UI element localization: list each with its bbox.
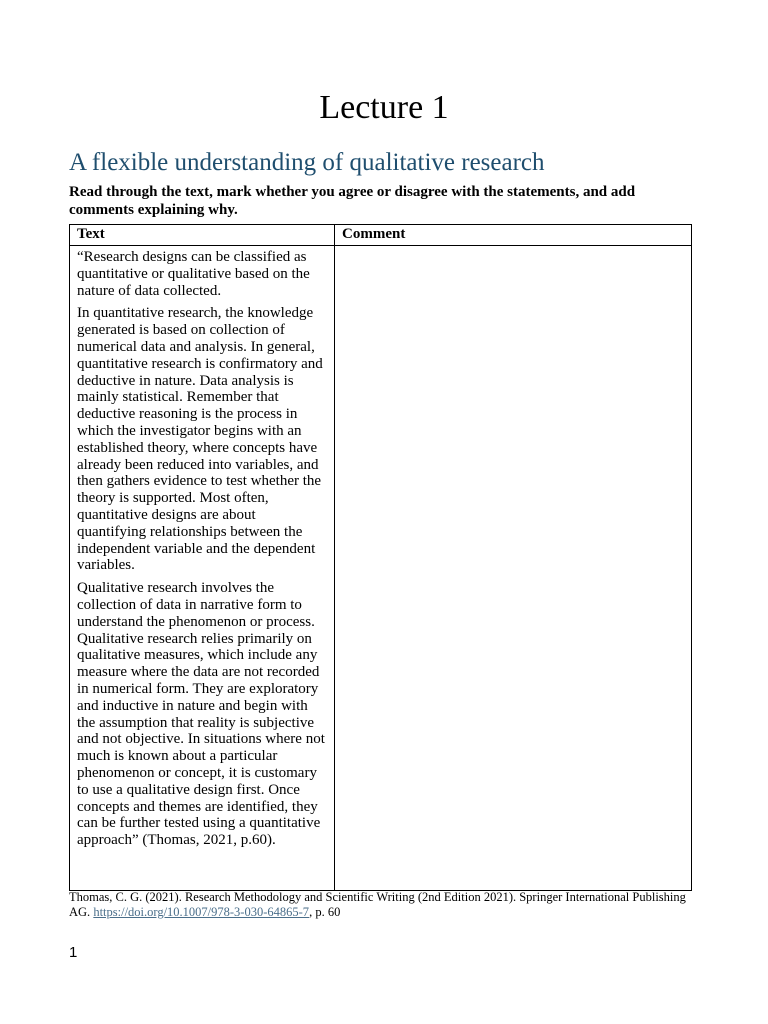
text-paragraph: “Research designs can be classified as quantitative or qualitative based on the nature of data collected. <box>77 249 310 299</box>
comment-cell[interactable] <box>335 246 692 891</box>
text-paragraph: Qualitative research involves the collection of data in narrative form to understand the phenomenon or process. Qualitative research relies primarily on qualitative measures, which include any measure where the data are not recorded in numerical form. They are exploratory and inductive in nature and begin with the assumption that reality is subjective and not objective. In situations where not much is known about a particular phenomenon or concept, it is customary to use a qualitative design first. Once concepts and themes are identified, they can be further tested using a quantitative approach” (Thomas, 2021, p.60). <box>77 580 325 849</box>
doi-link[interactable]: https://doi.org/10.1007/978-3-030-64865-7 <box>93 905 310 919</box>
citation-page: , p. 60 <box>309 905 341 919</box>
text-paragraph: In quantitative research, the knowledge generated is based on collection of numerical data and analysis. In general, quantitative research is confirmatory and deductive in nature. Data analysis is mainly statistical. Remember that deductive reasoning is the process in which the investigator begins with an established theory, where concepts have already been reduced into variables, and then gathers evidence to test whether the theory is supported. Most often, quantitative designs are about quantifying relationships between the independent variable and the dependent variables. <box>77 305 323 574</box>
page-title: Lecture 1 <box>319 89 449 126</box>
text-cell <box>70 246 335 891</box>
column-header-comment: Comment <box>335 225 692 246</box>
column-header-text: Text <box>70 225 335 246</box>
page-number: 1 <box>69 944 78 961</box>
citation-text: Thomas, C. G. (2021). Research Methodology and Scientific Writing (2nd Edition 2021). Springer International Publishing AG. <box>69 890 686 919</box>
citation <box>69 890 699 920</box>
statements-table <box>69 224 692 891</box>
section-heading: A flexible understanding of qualitative research <box>69 149 545 176</box>
table-row <box>70 246 692 891</box>
table-header-row <box>70 225 692 246</box>
instructions-text: Read through the text, mark whether you agree or disagree with the statements, and add comments explaining why. <box>69 184 636 218</box>
